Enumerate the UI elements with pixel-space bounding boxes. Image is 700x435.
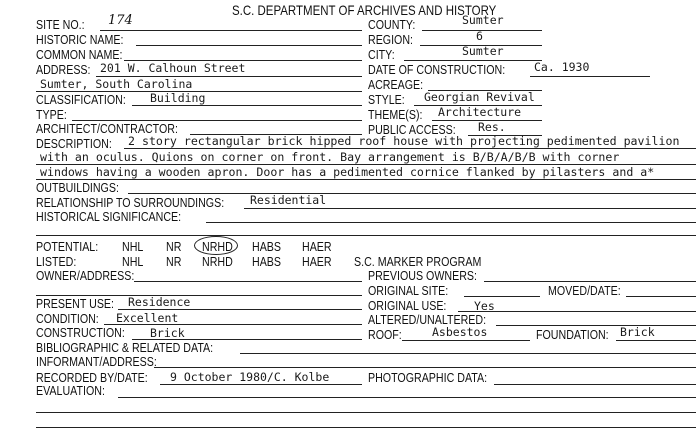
moved-date-line[interactable] [626,296,696,297]
relationship-label: RELATIONSHIP TO SURROUNDINGS: [36,195,225,210]
bibliographic-label: BIBLIOGRAPHIC & RELATED DATA: [36,340,214,355]
potential-label: POTENTIAL: [36,239,99,254]
owner-address-line[interactable] [134,281,362,282]
roof-value[interactable]: Asbestos [432,325,488,339]
address-value[interactable]: 201 W. Calhoun Street [100,61,246,75]
description-label: DESCRIPTION: [36,136,112,151]
potential-nhl[interactable]: NHL [122,239,144,254]
present-use-line [118,309,362,310]
original-use-line [458,311,696,312]
foundation-value[interactable]: Brick [620,325,655,339]
recorded-by-value[interactable]: 9 October 1980/C. Kolbe [170,370,330,384]
evaluation-line-2[interactable] [36,412,696,413]
date-construction-label: DATE OF CONSTRUCTION: [368,62,506,77]
historic-name-label: HISTORIC NAME: [36,32,124,47]
city-label: CITY: [368,47,395,62]
previous-owners-line[interactable] [484,281,696,282]
informant-line[interactable] [154,367,696,368]
evaluation-label: EVALUATION: [36,383,105,398]
foundation-line [616,340,696,341]
date-construction-value[interactable]: Ca. 1930 [534,60,590,74]
previous-owners-label: PREVIOUS OWNERS: [368,268,477,283]
description-line-2[interactable]: with an oculus. Quions on corner on front. Bay arrangement is B/B/A/B/B with corner [40,150,620,164]
historical-significance-line[interactable] [206,222,696,223]
roof-line [402,340,530,341]
relationship-value[interactable]: Residential [250,193,327,207]
outbuildings-label: OUTBUILDINGS: [36,180,119,195]
region-label: REGION: [368,32,414,47]
historical-significance-label: HISTORICAL SIGNIFICANCE: [36,209,182,224]
listed-habs[interactable]: HABS [252,254,282,269]
potential-nrhd[interactable]: NRHD [202,239,233,254]
foundation-label: FOUNDATION: [536,327,609,342]
city-value[interactable]: Sumter [462,44,504,58]
potential-habs[interactable]: HABS [252,239,282,254]
classification-line [132,105,362,106]
common-name-label: COMMON NAME: [36,47,123,62]
condition-label: CONDITION: [36,311,99,326]
public-access-label: PUBLIC ACCESS: [368,122,456,137]
evaluation-line[interactable] [118,397,696,398]
themes-label: THEME(S): [368,107,423,122]
recorded-by-label: RECORDED BY/DATE: [36,370,148,385]
type-label: TYPE: [36,107,67,122]
listed-nr[interactable]: NR [166,254,182,269]
original-use-label: ORIGINAL USE: [368,298,447,313]
classification-value[interactable]: Building [150,91,206,105]
public-access-value[interactable]: Res. [478,120,506,134]
photographic-data-line[interactable] [494,384,696,385]
listed-nrhd[interactable]: NRHD [202,254,233,269]
date-construction-line [530,76,650,77]
form-header: S.C. DEPARTMENT OF ARCHIVES AND HISTORY [232,2,497,18]
potential-nrhd-circle-mark [194,236,238,255]
style-label: STYLE: [368,92,405,107]
description-rule-1 [124,148,696,149]
description-rule-3 [36,179,696,180]
original-use-value[interactable]: Yes [474,299,495,313]
evaluation-line-3[interactable] [36,427,696,428]
altered-line[interactable] [496,325,696,326]
potential-nr[interactable]: NR [166,239,182,254]
site-no-value[interactable]: 174 [108,13,133,28]
themes-value[interactable]: Architecture [438,105,522,119]
condition-line [104,324,362,325]
construction-value[interactable]: Brick [150,326,185,340]
listed-nhl[interactable]: NHL [122,254,144,269]
site-no-label: SITE NO.: [36,17,85,32]
address-value-2[interactable]: Sumter, South Carolina [40,77,193,91]
historical-significance-line-2[interactable] [36,235,696,236]
potential-haer[interactable]: HAER [302,239,332,254]
recorded-by-line [160,384,362,385]
county-value[interactable]: Sumter [462,13,504,27]
bibliographic-line[interactable] [240,353,696,354]
style-value[interactable]: Georgian Revival [424,90,535,104]
present-use-label: PRESENT USE: [36,296,115,311]
description-line-1[interactable]: 2 story rectangular brick hipped roof house with projecting pedimented pavilion [128,134,680,148]
relationship-line [244,208,696,209]
listed-haer[interactable]: HAER [302,254,332,269]
outbuildings-line[interactable] [128,193,696,194]
construction-label: CONSTRUCTION: [36,325,125,340]
classification-label: CLASSIFICATION: [36,92,126,107]
acreage-label: ACREAGE: [368,77,424,92]
roof-label: ROOF: [368,327,402,342]
city-line [404,60,542,61]
photographic-data-label: PHOTOGRAPHIC DATA: [368,370,488,385]
owner-address-label: OWNER/ADDRESS: [36,268,135,283]
architect-label: ARCHITECT/CONTRACTOR: [36,121,178,136]
region-value[interactable]: 6 [476,29,483,43]
listed-label: LISTED: [36,254,77,269]
site-no-line [100,30,362,31]
county-label: COUNTY: [368,17,416,32]
informant-label: INFORMANT/ADDRESS: [36,354,157,369]
condition-value[interactable]: Excellent [116,311,179,325]
original-site-label: ORIGINAL SITE: [368,283,449,298]
marker-program-label: S.C. MARKER PROGRAM [354,254,482,269]
altered-label: ALTERED/UNALTERED: [368,312,487,327]
address-label: ADDRESS: [36,62,91,77]
moved-date-label: MOVED/DATE: [548,283,621,298]
original-site-line[interactable] [464,296,540,297]
description-line-3[interactable]: windows having a wooden apron. Door has a pedimented cornice flanked by pilasters and a* [40,165,655,179]
historic-name-line[interactable] [136,45,362,46]
present-use-value[interactable]: Residence [128,295,191,309]
